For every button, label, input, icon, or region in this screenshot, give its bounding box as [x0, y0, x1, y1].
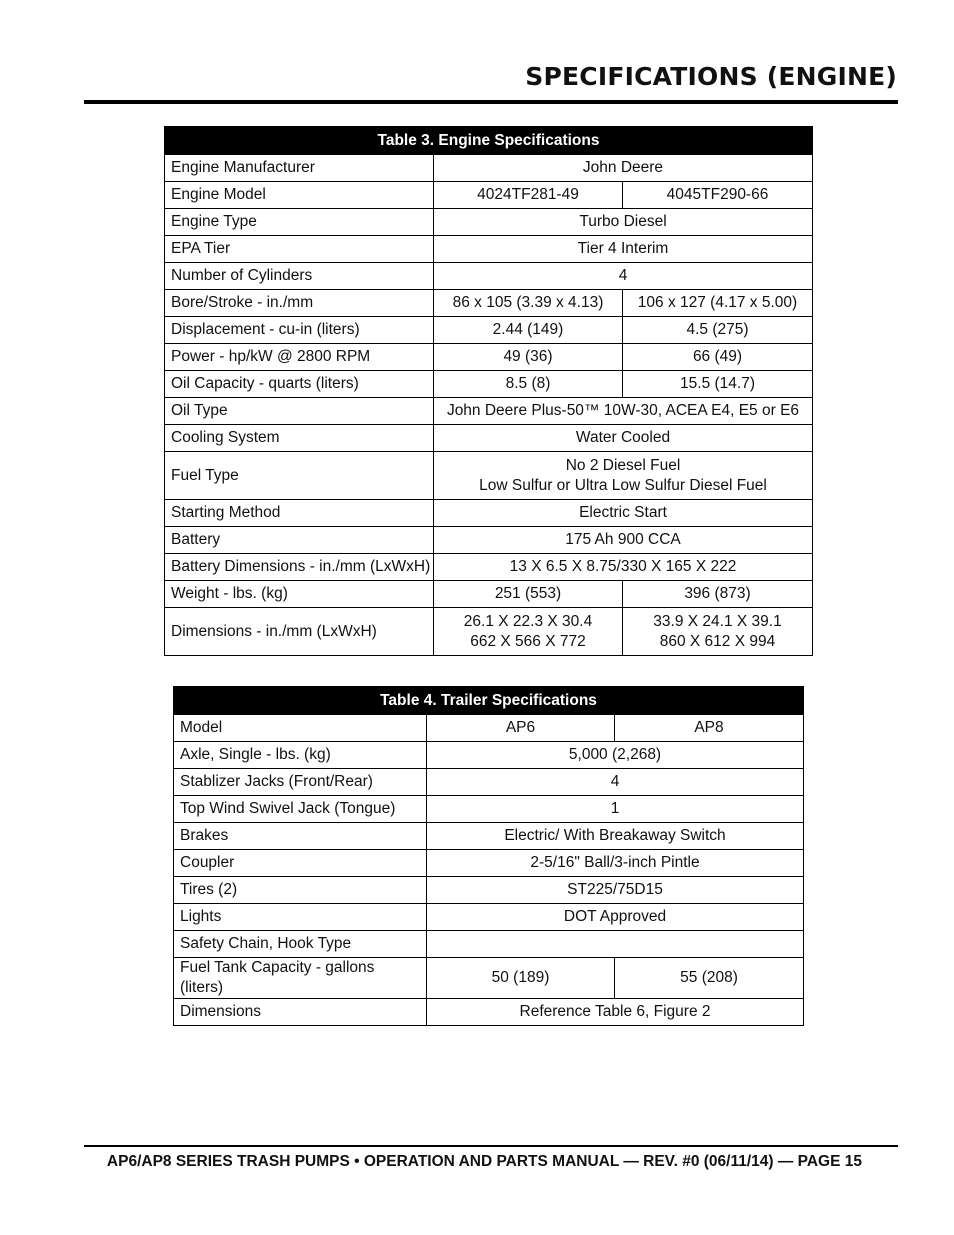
table-row [174, 715, 804, 742]
row-value-ap6: AP6 [427, 715, 615, 742]
row-value: Water Cooled [434, 425, 813, 452]
row-label: Dimensions - in./mm (LxWxH) [165, 608, 434, 656]
table-row [174, 958, 804, 999]
row-label: Power - hp/kW @ 2800 RPM [165, 344, 434, 371]
row-value-ap6: 49 (36) [434, 344, 623, 371]
row-label: Engine Model [165, 182, 434, 209]
table-row [165, 527, 813, 554]
row-value-ap8 [623, 608, 813, 656]
table-row [174, 796, 804, 823]
engine-specifications-table [164, 126, 813, 656]
row-label: Axle, Single - lbs. (kg) [174, 742, 427, 769]
row-label: Battery [165, 527, 434, 554]
row-label: Dimensions [174, 999, 427, 1026]
table-row [165, 290, 813, 317]
table-row [165, 554, 813, 581]
row-label: Fuel Tank Capacity - gallons (liters) [174, 958, 427, 999]
row-label: Brakes [174, 823, 427, 850]
row-value: Turbo Diesel [434, 209, 813, 236]
row-value: 5,000 (2,268) [427, 742, 804, 769]
table-row [165, 581, 813, 608]
row-label: Cooling System [165, 425, 434, 452]
table-row [174, 742, 804, 769]
row-label: Bore/Stroke - in./mm [165, 290, 434, 317]
table-row [174, 904, 804, 931]
row-value-ap8: AP8 [615, 715, 804, 742]
dimension-mm: 662 X 566 X 772 [470, 632, 586, 650]
row-value: Electric Start [434, 500, 813, 527]
row-label: Number of Cylinders [165, 263, 434, 290]
table-row [165, 425, 813, 452]
row-value: 175 Ah 900 CCA [434, 527, 813, 554]
row-value: 1 [427, 796, 804, 823]
row-value-ap8: 15.5 (14.7) [623, 371, 813, 398]
row-value-ap6: 4024TF281-49 [434, 182, 623, 209]
table-row [165, 263, 813, 290]
row-value: John Deere [434, 155, 813, 182]
row-value: 2-5/16" Ball/3-inch Pintle [427, 850, 804, 877]
row-label: Coupler [174, 850, 427, 877]
row-value-ap6: 251 (553) [434, 581, 623, 608]
table-row [165, 371, 813, 398]
table-row [174, 931, 804, 958]
row-value-ap8: 66 (49) [623, 344, 813, 371]
row-value: Electric/ With Breakaway Switch [427, 823, 804, 850]
table-row [165, 608, 813, 656]
row-label: Starting Method [165, 500, 434, 527]
row-label: Oil Capacity - quarts (liters) [165, 371, 434, 398]
row-value-ap8: 4.5 (275) [623, 317, 813, 344]
row-value [434, 452, 813, 500]
table-row [165, 452, 813, 500]
row-label: Stablizer Jacks (Front/Rear) [174, 769, 427, 796]
row-value: 4 [434, 263, 813, 290]
row-value-ap6: 86 x 105 (3.39 x 4.13) [434, 290, 623, 317]
row-label: Engine Manufacturer [165, 155, 434, 182]
fuel-line-2: Low Sulfur or Ultra Low Sulfur Diesel Fuel [479, 476, 767, 494]
row-value-ap8: 4045TF290-66 [623, 182, 813, 209]
dimension-inches: 33.9 X 24.1 X 39.1 [653, 612, 782, 630]
row-value: Reference Table 6, Figure 2 [427, 999, 804, 1026]
page-title: SPECIFICATIONS (ENGINE) [525, 62, 897, 91]
row-label: Oil Type [165, 398, 434, 425]
footer-divider [84, 1145, 898, 1147]
row-value: Tier 4 Interim [434, 236, 813, 263]
row-value: ST225/75D15 [427, 877, 804, 904]
row-label: EPA Tier [165, 236, 434, 263]
page-footer: AP6/AP8 SERIES TRASH PUMPS • OPERATION AND PARTS MANUAL — REV. #0 (06/11/14) — PAGE 15 [106, 1153, 862, 1170]
table-row [174, 823, 804, 850]
table-row [165, 155, 813, 182]
row-value-ap8: 106 x 127 (4.17 x 5.00) [623, 290, 813, 317]
row-label: Weight - lbs. (kg) [165, 581, 434, 608]
row-label: Engine Type [165, 209, 434, 236]
row-value-ap6 [434, 608, 623, 656]
row-value-ap6: 50 (189) [427, 958, 615, 999]
row-label: Safety Chain, Hook Type [174, 931, 427, 958]
row-label: Displacement - cu-in (liters) [165, 317, 434, 344]
table-row [174, 999, 804, 1026]
row-label: Model [174, 715, 427, 742]
dimension-inches: 26.1 X 22.3 X 30.4 [463, 612, 593, 630]
table-row [165, 182, 813, 209]
row-value: 13 X 6.5 X 8.75/330 X 165 X 222 [434, 554, 813, 581]
row-value-ap8: 55 (208) [615, 958, 804, 999]
dimension-mm: 860 X 612 X 994 [659, 632, 776, 650]
row-label: Top Wind Swivel Jack (Tongue) [174, 796, 427, 823]
table-caption: Table 4. Trailer Specifications [174, 687, 804, 715]
table-row [174, 850, 804, 877]
table-row [165, 398, 813, 425]
row-label: Battery Dimensions - in./mm (LxWxH) [165, 554, 434, 581]
row-value-ap8: 396 (873) [623, 581, 813, 608]
table-row [165, 317, 813, 344]
table-row [165, 236, 813, 263]
row-value-ap6: 8.5 (8) [434, 371, 623, 398]
table-caption: Table 3. Engine Specifications [165, 127, 813, 155]
table-row [165, 344, 813, 371]
row-value: 4 [427, 769, 804, 796]
trailer-specifications-table [173, 686, 804, 1026]
row-label: Tires (2) [174, 877, 427, 904]
row-label: Lights [174, 904, 427, 931]
table-row [165, 209, 813, 236]
title-divider [84, 100, 898, 104]
table-row [174, 769, 804, 796]
row-value-ap6: 2.44 (149) [434, 317, 623, 344]
table-row [174, 877, 804, 904]
fuel-line-1: No 2 Diesel Fuel [565, 456, 681, 474]
row-value: DOT Approved [427, 904, 804, 931]
row-label: Fuel Type [165, 452, 434, 500]
row-value: John Deere Plus-50™ 10W-30, ACEA E4, E5 or E6 [434, 398, 813, 425]
row-value [427, 931, 804, 958]
table-row [165, 500, 813, 527]
